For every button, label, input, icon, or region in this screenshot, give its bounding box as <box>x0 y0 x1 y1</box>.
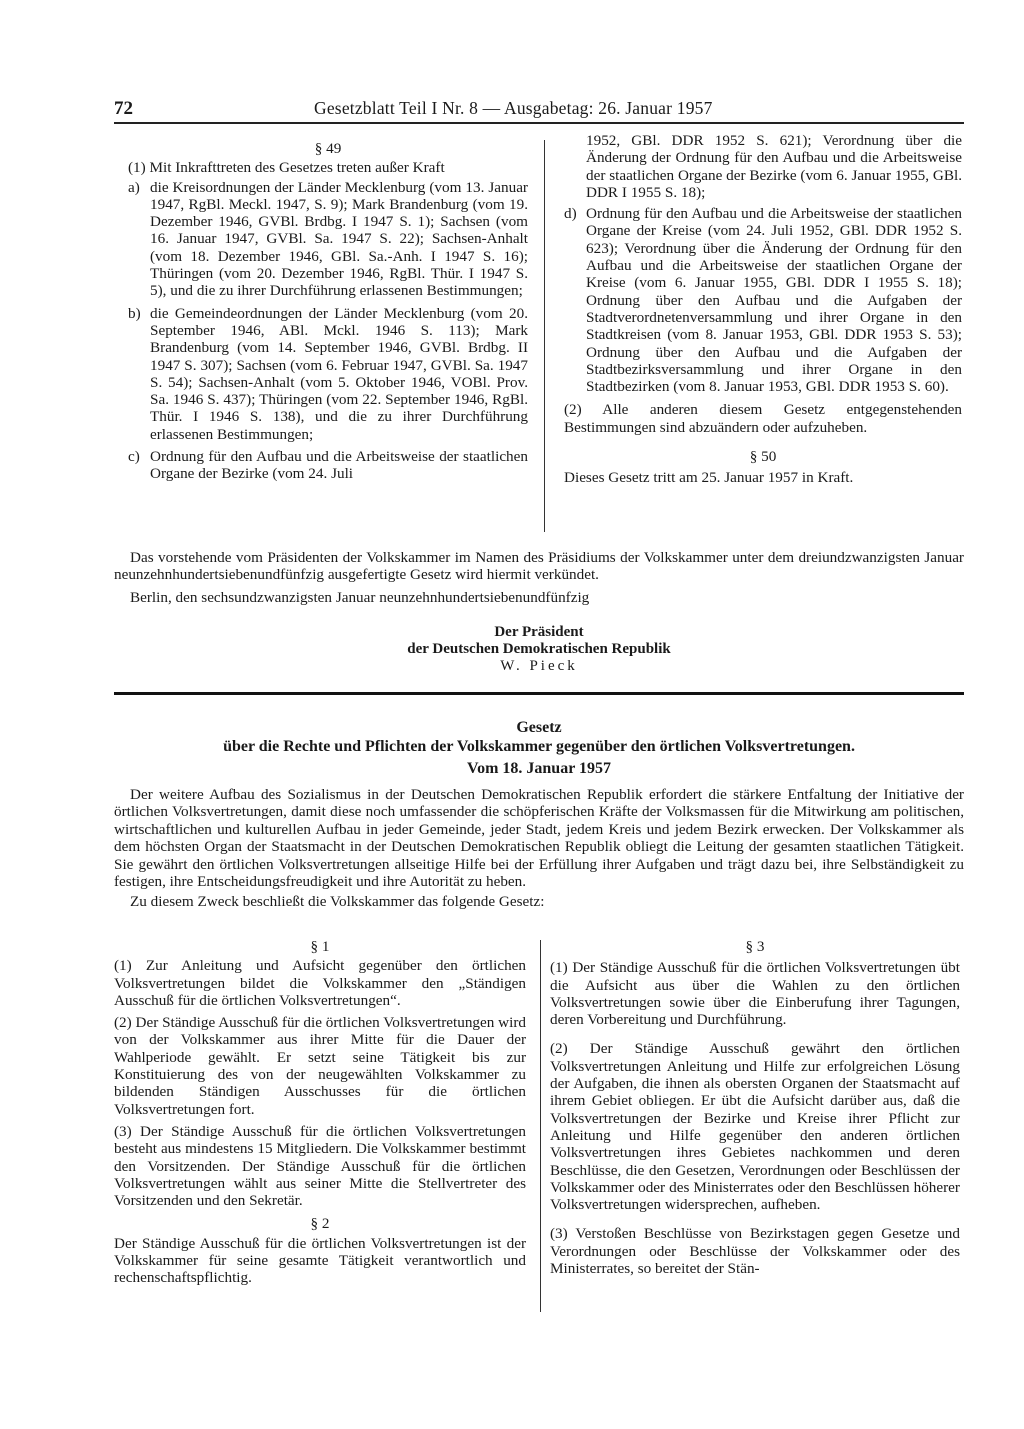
law-heading <box>114 718 964 778</box>
signatory-name: W. Pieck <box>500 658 578 674</box>
section-3-paragraph-1: (1) Der Ständige Ausschuß für die örtlichen Volksvertretungen übt die Aufsicht aus über die Wahlen zu den örtlichen Volksvertretungen sowie über die Einberufung ihrer Tagungen, deren Vorbereitung und Durchführung. <box>550 959 960 1029</box>
signatory-office: der Deutschen Demokratischen Republik <box>407 641 671 657</box>
section-heading-49: § 49 <box>314 140 342 157</box>
law-title-line1: Gesetz <box>516 719 562 736</box>
section-1-paragraph-1: (1) Zur Anleitung und Aufsicht gegenüber den örtlichen Volksvertretungen bildet die Volkskammer den „Ständigen Ausschuß für die örtlichen Volksvertretungen“. <box>114 957 526 1009</box>
law-preamble-block <box>114 786 964 911</box>
repeal-item-a <box>128 179 528 300</box>
repeal-item-c <box>128 448 528 483</box>
section-heading-2: § 2 <box>310 1215 330 1233</box>
section-heading-1: § 1 <box>310 938 330 955</box>
law-date: Vom 18. Januar 1957 <box>466 760 612 777</box>
law-enactment-clause: Zu diesem Zweck beschließt die Volkskammer das folgende Gesetz: <box>130 893 545 911</box>
page-number: 72 <box>114 98 133 119</box>
section-3-paragraph-3: (3) Verstoßen Beschlüsse von Bezirkstagen gegen Gesetze und Verordnungen oder Beschlüsse der Volkskammer oder des Ministerrates, so bereitet der Stän- <box>550 1225 960 1278</box>
gazette-title: Gesetzblatt Teil I Nr. 8 — Ausgabetag: 26. Januar 1957 <box>314 98 713 118</box>
law-title-line2: über die Rechte und Pflichten der Volkskammer gegenüber den örtlichen Volksvertretungen. <box>223 738 855 755</box>
signatory-title: Der Präsident <box>494 624 584 640</box>
section-49-continued-column <box>564 132 962 487</box>
section-heading-3: § 3 <box>745 938 765 955</box>
item-label-c: c) <box>128 448 140 466</box>
promulgation-block <box>114 549 964 606</box>
item-label-b: b) <box>128 304 141 322</box>
header-rule <box>114 122 964 124</box>
column-divider-bottom <box>540 940 541 1312</box>
repeal-item-b <box>128 305 528 443</box>
section-1-paragraph-3: (3) Der Ständige Ausschuß für die örtlichen Volksvertretungen besteht aus mindestens 15 Mitgliedern. Die Volkskammer bestimmt den Vorsitzenden. Der Ständige Ausschuß für die örtlichen Volksvertretungen wählt aus seiner Mitte die Stellvertreter des Vorsitzenden und den Sekretär. <box>114 1122 526 1210</box>
repeal-item-d <box>564 205 962 395</box>
section-3-column <box>550 938 960 1277</box>
section-49-paragraph-2: (2) Alle anderen diesem Gesetz entgegenstehenden Bestimmungen sind abzuändern oder aufzuheben. <box>564 401 962 436</box>
section-heading-50: § 50 <box>749 448 777 466</box>
section-3-paragraph-2: (2) Der Ständige Ausschuß gewährt den örtlichen Volksvertretungen Anleitung und Hilfe zur erfolgreichen Lösung der Aufgaben, die ihnen als obersten Organen der Staatsmacht auf ihrem Gebiet obliegen. Er übt die Aufsicht darüber aus, daß die Volksvertretungen der Bezirke und Kreise ihrer Pflicht zur Anleitung und Hilfe gegenüber den anderen örtlichen Volksvertretungen ihres Gebietes nachkommen und deren Beschlüsse, die den Gesetzen, Verordnungen oder Beschlüssen der Volkskammer oder des Ministerrates oder den Beschlüssen höherer Volksvertretungen widersprechen, aufheben. <box>550 1040 960 1214</box>
sections-1-2-column <box>114 938 526 1287</box>
section-separator-rule <box>114 692 964 695</box>
section-49-intro: (1) Mit Inkrafttreten des Gesetzes treten außer Kraft <box>128 159 445 177</box>
item-text-d: Ordnung für den Aufbau und die Arbeitsweise der staatlichen Organe der Kreise (vom 24. Juli 1952, GBl. DDR 1952 S. 623); Verordnung über die Änderung der Ordnung für den Aufbau und die Arbeitsweise der staatlichen Organe der Kreise (vom 6. Januar 1955, GBl. DDR I 1955 S. 18); Ordnung über den Aufbau und die Aufgaben der Stadtverordnetenversammlung und ihrer Organe in den Stadtkreisen (vom 8. Januar 1953, GBl. DDR 1953 S. 53); Ordnung über den Aufbau und die Aufgaben der Stadtbezirksversammlung und ihrer Organe in den Stadtbezirken (vom 8. Januar 1953, GBl. DDR 1953 S. 60). <box>586 205 962 396</box>
promulgation-place-date: Berlin, den sechsundzwanzigsten Januar neunzehnhundertsiebenundfünfzig <box>130 588 590 606</box>
section-1-paragraph-2: (2) Der Ständige Ausschuß für die örtlichen Volksvertretungen wird von der Volkskammer aus ihrer Mitte für die Dauer der Wahlperiode gewählt. Er setzt seine Tätigkeit bis zur Konstituierung des von der neugewählten Volkskammer zu bildenden Ständigen Ausschusses für die örtlichen Volksvertretungen fort. <box>114 1014 526 1118</box>
running-header <box>114 98 964 122</box>
signature-block <box>114 624 964 675</box>
item-c-continuation: 1952, GBl. DDR 1952 S. 621); Verordnung über die Änderung der Ordnung für den Aufbau und die Arbeitsweise der staatlichen Organe der Bezirke (vom 6. Januar 1955, GBl. DDR I 1955 S. 18); <box>586 132 962 201</box>
item-text-b: die Gemeindeordnungen der Länder Mecklenburg (vom 20. September 1946, ABl. Mckl. 1946 S. 113); Mark Brandenburg (vom 14. September 1946, GVBl. Brdbg. II 1947 S. 307); Sachsen (vom 6. Februar 1947, GVBl. Sa. 1947 S. 54); Sachsen-Anhalt (vom 5. Oktober 1946, VOBl. Prov. Sa. 1946 S. 437); Thüringen (vom 22. September 1946, RgBl. Thür. I 1946 S. 138), und die zu ihrer Durchführung erlassenen Bestimmungen; <box>150 304 528 443</box>
column-divider-top <box>544 140 545 532</box>
section-50-text: Dieses Gesetz tritt am 25. Januar 1957 in Kraft. <box>564 469 854 487</box>
item-label-d: d) <box>564 205 577 223</box>
promulgation-text: Das vorstehende vom Präsidenten der Volkskammer im Namen des Präsidiums der Volkskammer unter dem dreiundzwanzigsten Januar neunzehnhundertsiebenundfünfzig ausgefertigte Gesetz wird hiermit verkündet. <box>114 549 964 584</box>
item-label-a: a) <box>128 178 140 196</box>
section-49-column <box>128 140 528 483</box>
item-text-a: die Kreisordnungen der Länder Mecklenburg (vom 13. Januar 1947, RgBl. Meckl. 1947, S. 9); Mark Brandenburg (vom 19. Dezember 1946, GVBl. Brdbg. I 1947 S. 1); Sachsen (vom 16. Januar 1947, GVBl. Sa. 1947 S. 22); Sachsen-Anhalt (vom 18. Dezember 1946, GBl. Sa.-Anh. I 1947 S. 16); Thüringen (vom 20. Dezember 1946, RgBl. Thür. I 1947 S. 5), und die zu ihrer Durchführung erlassenen Bestimmungen; <box>150 178 528 300</box>
law-preamble: Der weitere Aufbau des Sozialismus in der Deutschen Demokratischen Republik erfordert die stärkere Entfaltung der Initiative der örtlichen Volksvertretungen, damit diese noch umfassender die schöpferischen Kräfte der Volksmassen für die Mitwirkung am politischen, wirtschaftlichen und kulturellen Aufbau in jeder Gemeinde, jeder Stadt, jedem Kreis und jedem Bezirk erwecken. Der Volkskammer als dem höchsten Organ der Staatsmacht in der Deutschen Demokratischen Republik obliegt die Leitung der gesamten staatlichen Tätigkeit. Sie gewährt den örtlichen Volksvertretungen allseitige Hilfe bei der Erfüllung ihrer Aufgaben und trägt dazu bei, ihre Selbständigkeit zu festigen, ihre Entscheidungsfreudigkeit und ihre Autorität zu heben. <box>114 786 964 891</box>
item-text-c: Ordnung für den Aufbau und die Arbeitsweise der staatlichen Organe der Bezirke (vom 24. Juli <box>150 448 528 483</box>
section-2-paragraph: Der Ständige Ausschuß für die örtlichen Volksvertretungen ist der Volkskammer für seine gesamte Tätigkeit verantwortlich und rechenschaftspflichtig. <box>114 1234 526 1287</box>
